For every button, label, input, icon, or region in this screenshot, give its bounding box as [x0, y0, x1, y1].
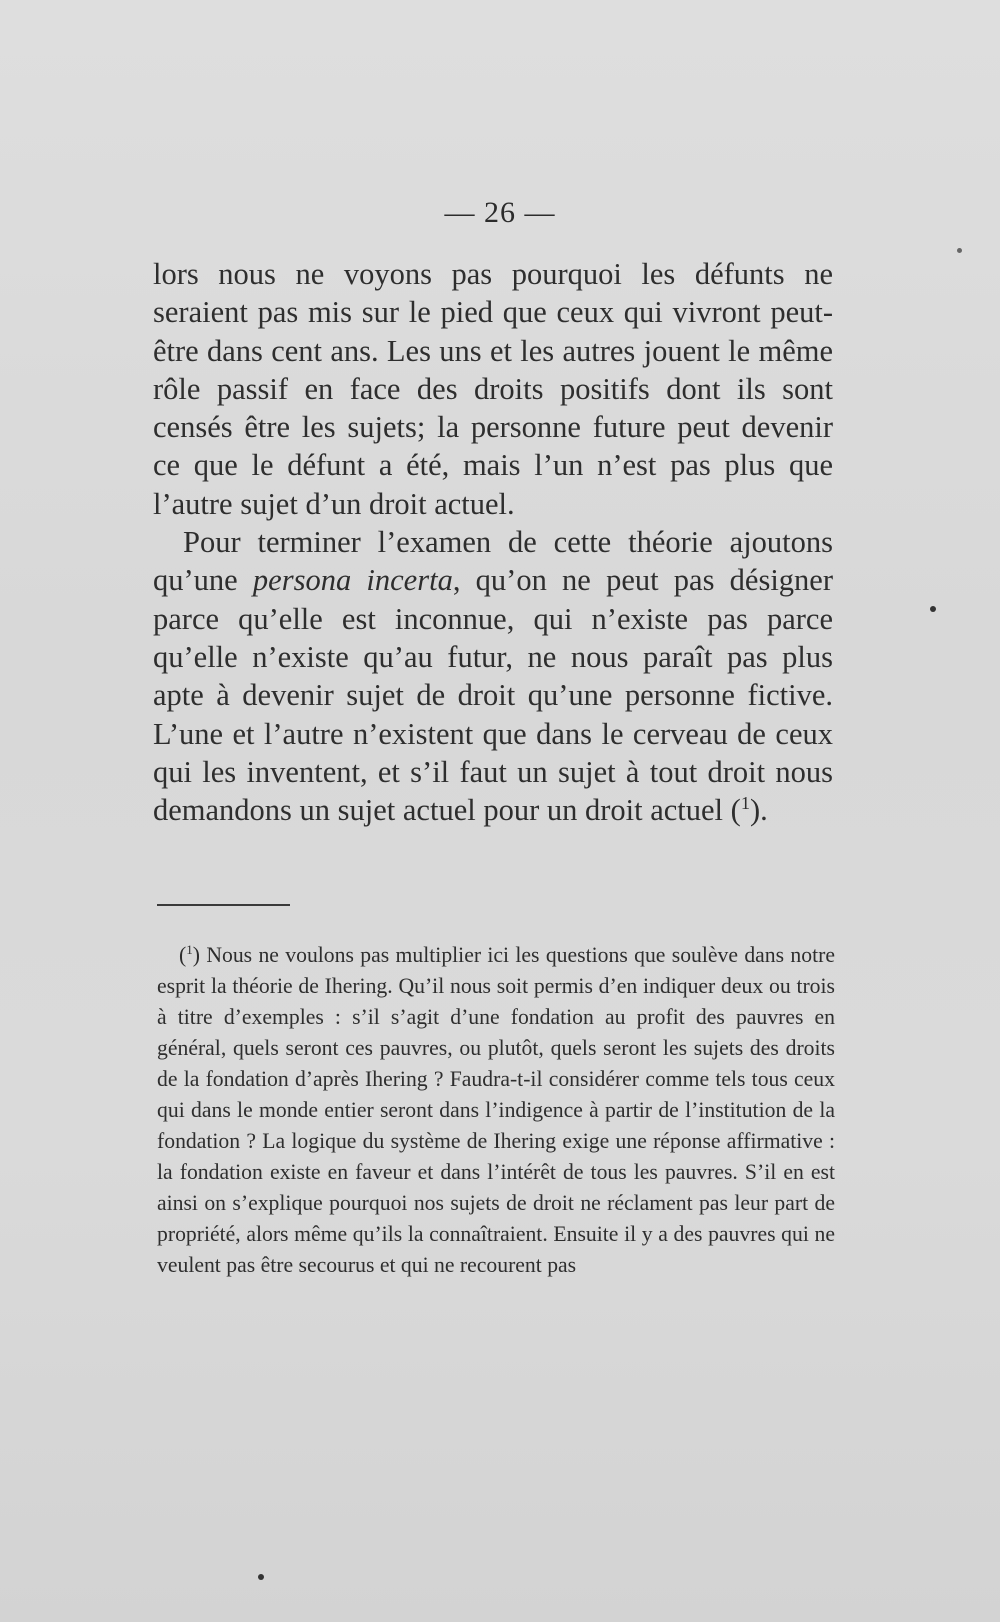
paragraph-2-rest: , qu’on ne peut pas désigner parce qu’elle est inconnue, qui n’existe pas parce qu’elle n’existe qu’au futur, ne nous paraît pas plus apte à devenir sujet de droit qu’une personne fictive. L’une et l’autre n’existent que dans le cerveau de ceux qui les inventent, et s’il faut un sujet à tout droit nous demandons un sujet actuel pour un droit actuel ( — [153, 563, 834, 828]
paper-speck — [930, 606, 936, 612]
footnote-open-paren: ( — [179, 943, 187, 967]
paper-speck — [258, 1574, 264, 1580]
main-text — [153, 255, 833, 829]
footnote-divider — [157, 904, 290, 906]
paragraph-2-start: Pour terminer l’examen de cette théorie ajoutons qu’une — [153, 525, 833, 598]
paragraph-2 — [153, 523, 833, 829]
footnote-close-paren: ) — [192, 943, 200, 967]
page-number: — 26 — — [444, 196, 556, 229]
paper-speck — [957, 248, 962, 253]
footnote-paragraph — [157, 940, 835, 1281]
paragraph-1: lors nous ne voyons pas pourquoi les défunts ne seraient pas mis sur le pied que ceux qui vivront peut-être dans cent ans. Les uns et les autres jouent le même rôle passif en face des droits positifs dont ils sont censés être les sujets; la personne future peut devenir ce que le défunt a été, mais l’un n’est pas plus que l’autre sujet d’un droit actuel. — [153, 257, 833, 521]
footnote-marker: 1 — [186, 942, 193, 958]
latin-term: persona incerta — [252, 563, 453, 598]
footnote-text: Nous ne voulons pas multiplier ici les questions que soulève dans notre esprit la théorie de Ihering. Qu’il nous soit permis d’en indiquer deux ou trois à titre d’exemples : s’il s’agit d’une fondation au profit des pauvres en général, quels seront ces pauvres, ou plutôt, quels seront les sujets des droits de la fondation d’après Ihering ? Faudra-t-il considérer comme tels tous ceux qui dans le monde entier seront dans l’indigence à partir de l’institution de la fondation ? La logique du système de Ihering exige une réponse affirmative : la fondation existe en faveur et dans l’intérêt de tous les pauvres. S’il en est ainsi on s’explique pourquoi nos sujets de droit ne réclament pas leur part de propriété, alors même qu’ils la connaîtraient. Ensuite il y a des pauvres qui ne veulent pas être secourus et qui ne recourent pas — [157, 943, 835, 1277]
footnote — [157, 940, 835, 1281]
footnote-reference[interactable]: 1 — [740, 793, 750, 814]
paragraph-2-end: ). — [749, 793, 768, 828]
